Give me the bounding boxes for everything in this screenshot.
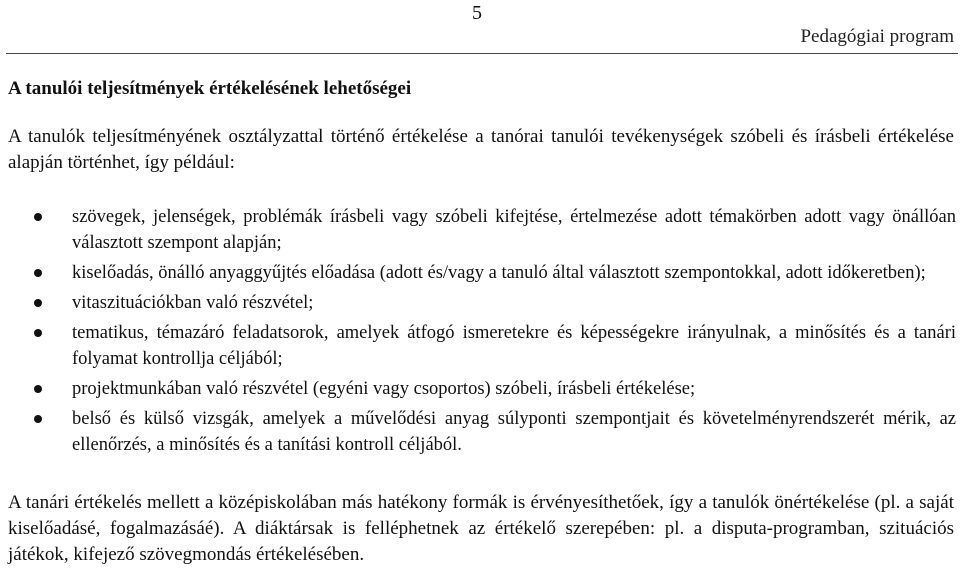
header-divider — [6, 53, 958, 54]
list-item-text: tematikus, témazáró feladatsorok, amelyek átfogó ismeretekre és képességekre irányulnak, a minősítés és a tanári folyamat kontrollja céljából; — [72, 323, 956, 369]
list-item-text: vitaszituációkban való részvétel; — [72, 293, 314, 313]
bullet-icon — [34, 329, 42, 337]
bullet-icon — [34, 213, 42, 221]
list-item — [0, 376, 956, 402]
bullet-icon — [34, 415, 42, 423]
list-item — [0, 406, 956, 458]
closing-paragraph: A tanári értékelés mellett a középiskolában más hatékony formák is érvényesíthetőek, így a tanulók önértékelése (pl. a saját kiselőadásé, fogalmazásáé). A diáktársak is felléphetnek az értékelő szerepében: pl. a disputa-programban, szituációs játékok, kifejező szövegmondás értékelésében. — [8, 492, 954, 565]
list-item-text: szövegek, jelenségek, problémák írásbeli vagy szóbeli kifejtése, értelmezése adott témakörben adott vagy önállóan választott szempont alapján; — [72, 207, 956, 253]
bullet-icon — [34, 385, 42, 393]
bullet-list — [0, 204, 956, 462]
list-item-text: kiselőadás, önálló anyaggyűjtés előadása (adott és/vagy a tanuló által választott szempontokkal, adott időkeretben); — [72, 263, 926, 283]
running-header-title: Pedagógiai program — [800, 26, 954, 47]
intro-paragraph: A tanulók teljesítményének osztályzattal történő értékelése a tanórai tanulói tevékenységek szóbeli és írásbeli értékelése alapján történhet, így például: — [8, 126, 954, 173]
bullet-icon — [34, 269, 42, 277]
bullet-icon — [34, 299, 42, 307]
page-number: 5 — [472, 2, 482, 24]
list-item — [0, 260, 956, 286]
list-item-text: belső és külső vizsgák, amelyek a művelődési anyag súlyponti szempontjait és követelményrendszerét mérik, az ellenőrzés, a minősítés és a tanítási kontroll céljából. — [72, 409, 956, 455]
section-title: A tanulói teljesítmények értékelésének lehetőségei — [8, 78, 412, 99]
list-item — [0, 204, 956, 256]
list-item — [0, 290, 956, 316]
list-item — [0, 320, 956, 372]
list-item-text: projektmunkában való részvétel (egyéni vagy csoportos) szóbeli, írásbeli értékelése; — [72, 379, 696, 399]
